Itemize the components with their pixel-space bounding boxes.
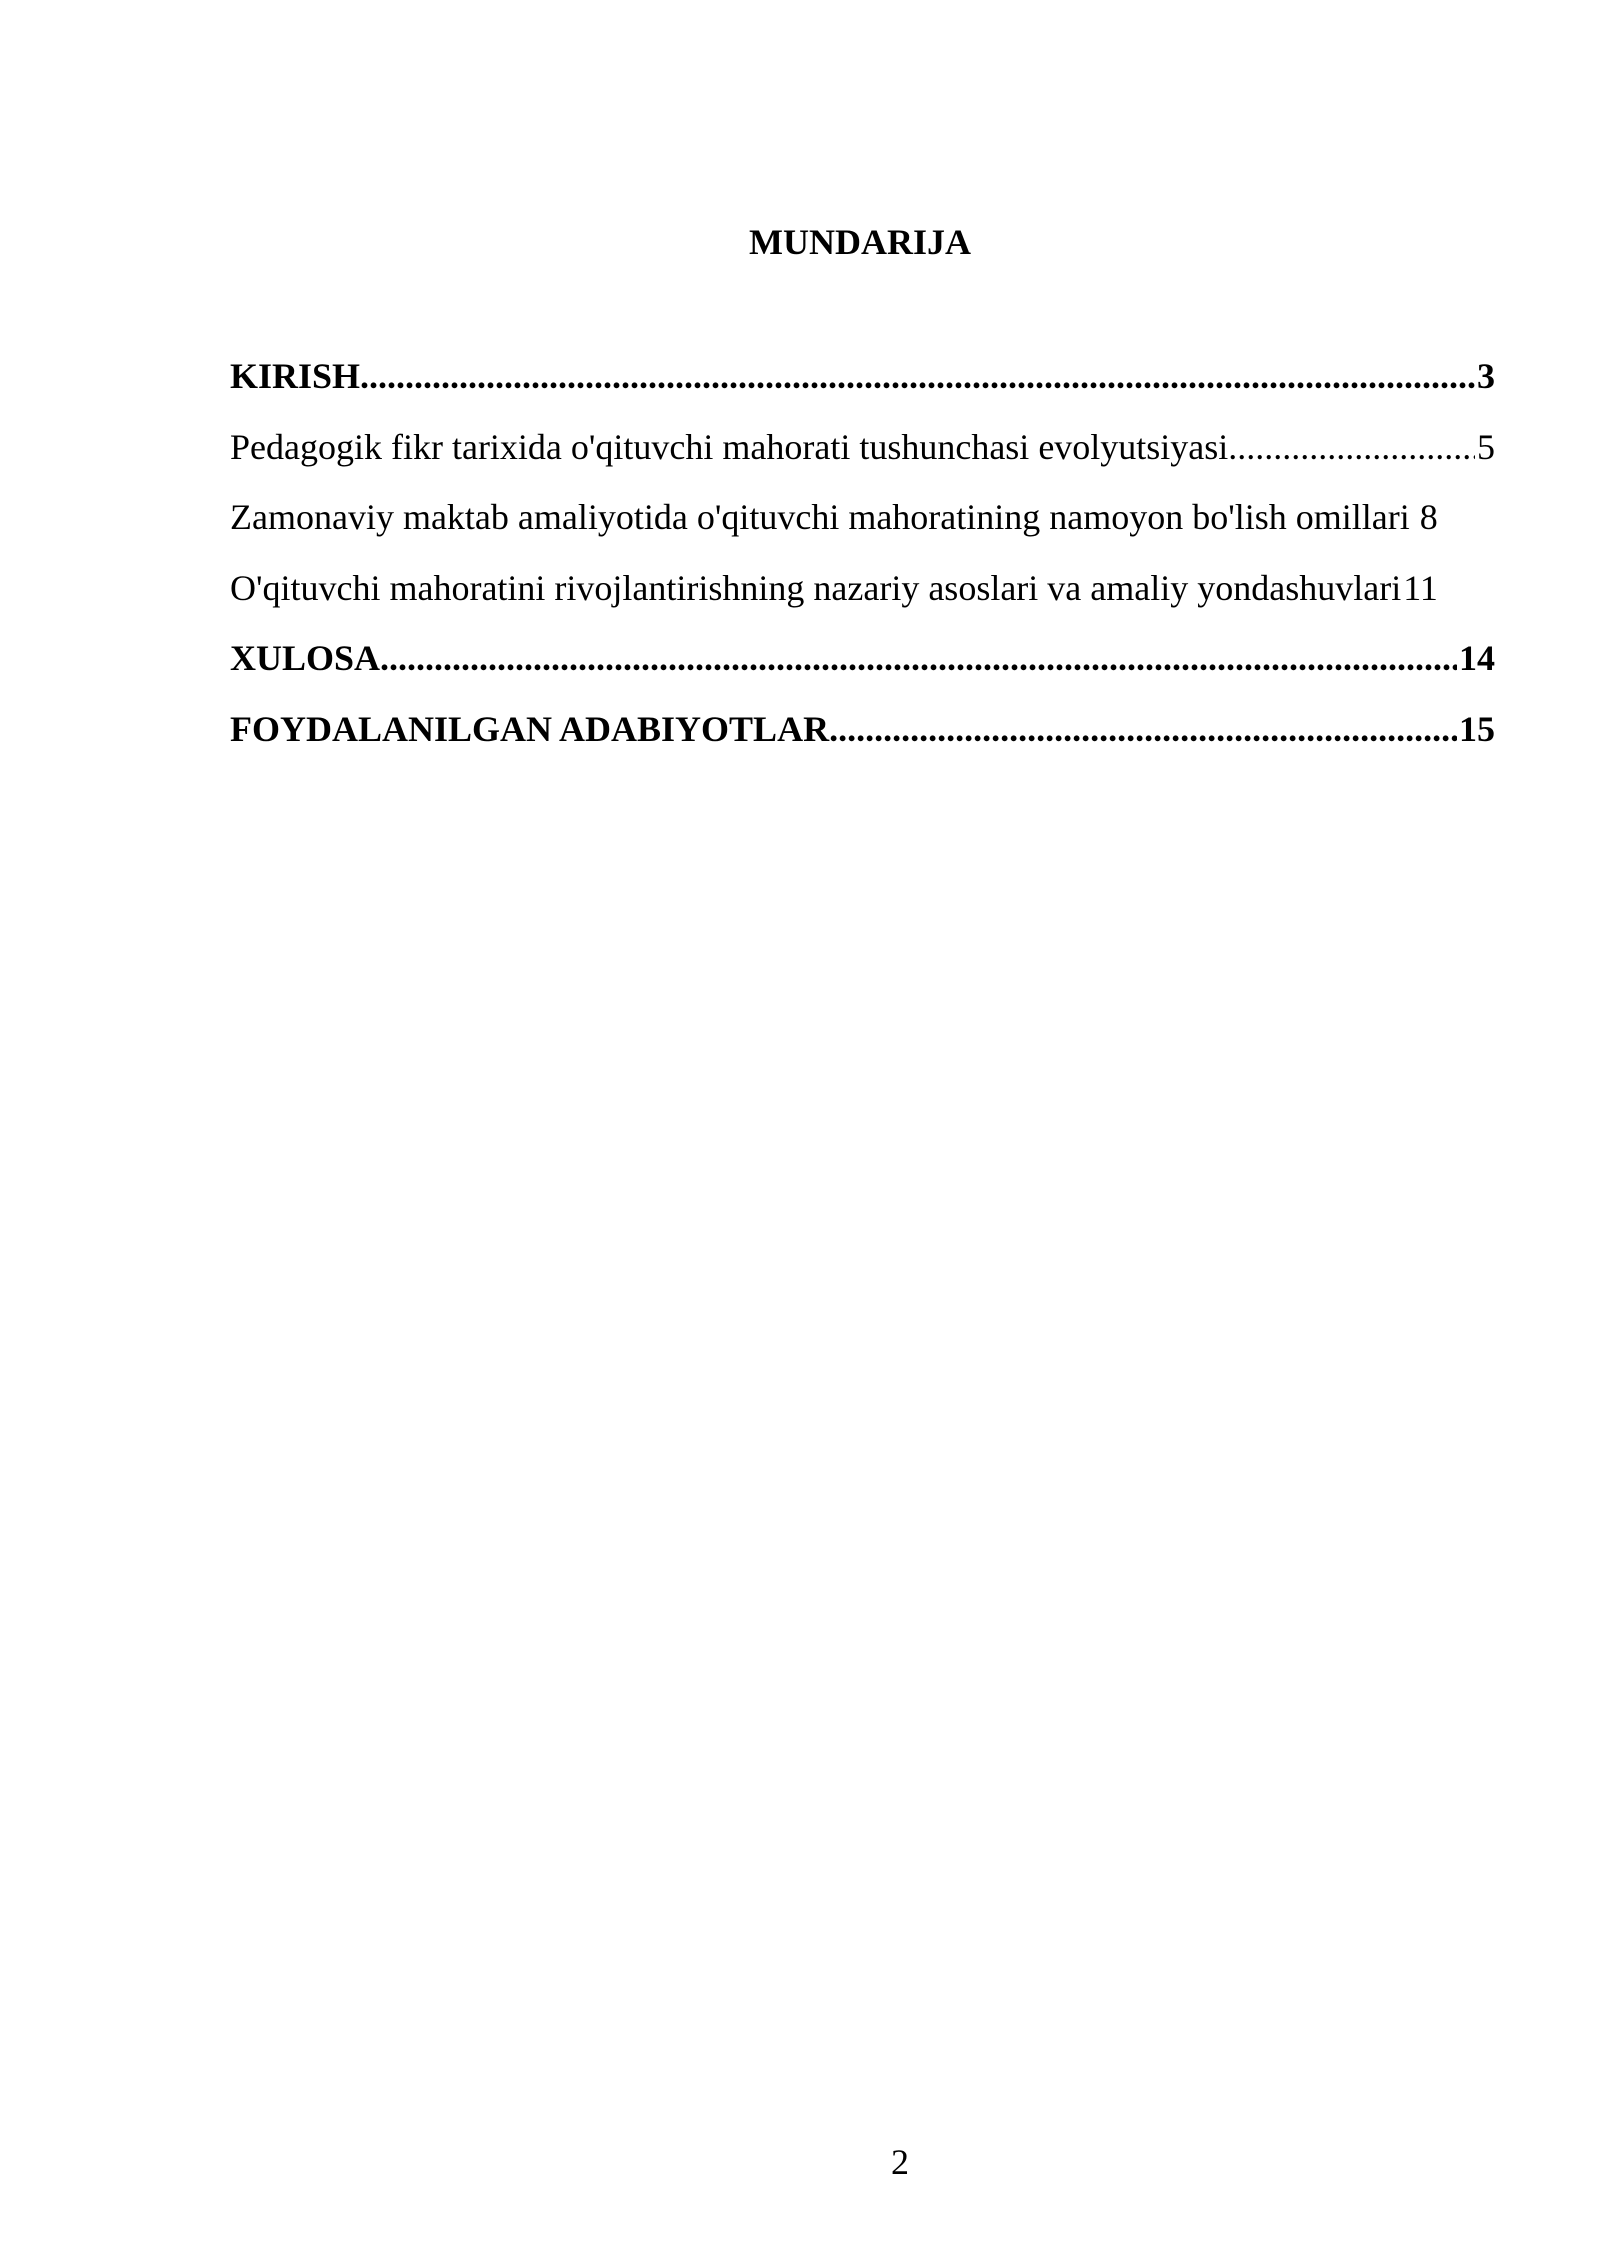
toc-entry-xulosa[interactable] xyxy=(230,634,1495,705)
toc-entry-page: 5 xyxy=(1477,426,1495,467)
toc-entry-label: Zamonaviy maktab amaliyotida o'qituvchi mahoratining namoyon bo'lish omillari xyxy=(230,497,1410,537)
toc-entry-page: 11 xyxy=(1403,567,1438,608)
toc-entry-page: 14 xyxy=(1459,638,1495,678)
toc-entry-nazariy-asoslari[interactable] xyxy=(230,564,1495,635)
toc-dot-leader xyxy=(1228,423,1475,471)
toc-entry-pedagogik-fikr[interactable] xyxy=(230,423,1495,494)
toc-entry-adabiyotlar[interactable] xyxy=(230,705,1495,776)
table-of-contents xyxy=(230,352,1495,775)
toc-entry-label: KIRISH xyxy=(230,356,361,396)
toc-entry-label: XULOSA xyxy=(230,638,381,678)
toc-entry-page: 3 xyxy=(1477,356,1495,396)
toc-dot-leader xyxy=(380,634,1457,682)
toc-dot-leader xyxy=(360,352,1475,400)
toc-entry-page: 8 xyxy=(1419,497,1438,537)
toc-dot-leader xyxy=(829,705,1457,753)
toc-entry-zamonaviy-maktab[interactable] xyxy=(230,493,1495,564)
toc-entry-label: O'qituvchi mahoratini rivojlantirishning nazariy asoslari va amaliy yondashuvlari xyxy=(230,567,1402,608)
toc-entry-kirish[interactable] xyxy=(230,352,1495,423)
toc-entry-label: FOYDALANILGAN ADABIYOTLAR xyxy=(230,708,830,749)
page-number: 2 xyxy=(891,2142,909,2182)
toc-entry-label: Pedagogik fikr tarixida o'qituvchi mahorati tushunchasi evolyutsiyasi xyxy=(230,426,1229,467)
toc-entry-page: 15 xyxy=(1459,708,1495,749)
toc-title: MUNDARIJA xyxy=(749,222,971,262)
